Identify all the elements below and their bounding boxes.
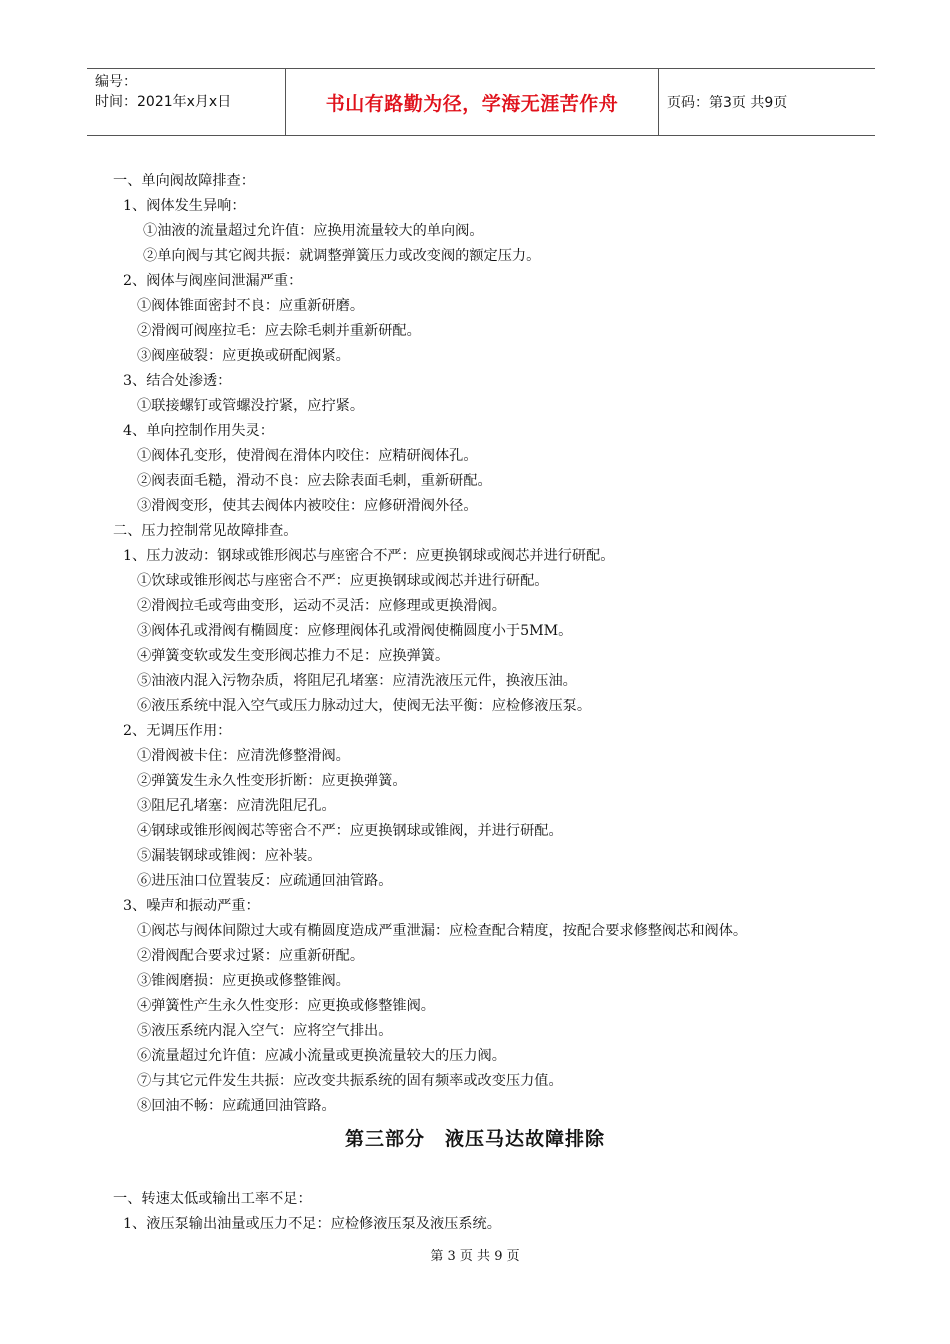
text-line: 一、转速太低或输出工率不足： xyxy=(113,1191,312,1207)
text-line: 2、无调压作用： xyxy=(123,723,232,739)
text-line: ①油液的流量超过允许值：应换用流量较大的单向阀。 xyxy=(143,223,484,239)
section3-body xyxy=(113,1187,873,1237)
header-page-label: 页码：第3页 共9页 xyxy=(667,95,788,111)
text-line: 1、液压泵输出油量或压力不足：应检修液压泵及液压系统。 xyxy=(123,1216,501,1232)
text-line: ②滑阀可阀座拉毛：应去除毛刺并重新研配。 xyxy=(137,323,421,339)
text-line: ⑧回油不畅：应疏通回油管路。 xyxy=(137,1098,336,1114)
text-line: ①滑阀被卡住：应清洗修整滑阀。 xyxy=(137,748,350,764)
text-line: ②弹簧发生永久性变形折断：应更换弹簧。 xyxy=(137,773,407,789)
text-line: 一、单向阀故障排查： xyxy=(113,173,255,189)
text-line: ③阀座破裂：应更换或研配阀紧。 xyxy=(137,348,350,364)
text-line: ②阀表面毛糙，滑动不良：应去除表面毛刺，重新研配。 xyxy=(137,473,492,489)
header-motto-cell xyxy=(286,69,659,135)
text-line: 1、阀体发生异响： xyxy=(123,198,246,214)
footer-page-number: 第 3 页 共 9 页 xyxy=(430,1249,520,1264)
text-line: ③滑阀变形，使其去阀体内被咬住：应修研滑阀外径。 xyxy=(137,498,478,514)
text-line: ②单向阀与其它阀共振：就调整弹簧压力或改变阀的额定压力。 xyxy=(143,248,541,264)
text-line: ⑥流量超过允许值：应减小流量或更换流量较大的压力阀。 xyxy=(137,1048,506,1064)
text-line: ①联接螺钉或管螺没拧紧，应拧紧。 xyxy=(137,398,365,414)
text-line: ⑥进压油口位置装反：应疏通回油管路。 xyxy=(137,873,393,889)
text-line: ①饮球或锥形阀芯与座密合不严：应更换钢球或阀芯并进行研配。 xyxy=(137,573,549,589)
header-page-cell xyxy=(659,69,875,135)
text-line: ⑤液压系统内混入空气：应将空气排出。 xyxy=(137,1023,393,1039)
text-line: ②滑阀拉毛或弯曲变形，运动不灵活：应修理或更换滑阀。 xyxy=(137,598,506,614)
text-line: ⑤油液内混入污物杂质，将阻尼孔堵塞：应清洗液压元件，换液压油。 xyxy=(137,673,577,689)
text-line: ④弹簧性产生永久性变形：应更换或修整锥阀。 xyxy=(137,998,435,1014)
text-line: 1、压力波动：钢球或锥形阀芯与座密合不严：应更换钢球或阀芯并进行研配。 xyxy=(123,548,615,564)
document-body xyxy=(113,169,873,1119)
text-line: ④弹簧变软或发生变形阀芯推力不足：应换弹簧。 xyxy=(137,648,450,664)
text-line: ③锥阀磨损：应更换或修整锥阀。 xyxy=(137,973,350,989)
page-footer xyxy=(0,1245,950,1264)
text-line: 3、噪声和振动严重： xyxy=(123,898,260,914)
text-line: ①阀芯与阀体间隙过大或有椭圆度造成严重泄漏：应检查配合精度，按配合要求修整阀芯和阀体。 xyxy=(137,923,748,939)
time-label: 时间：2021年x月x日 xyxy=(95,94,232,110)
text-line: 3、结合处渗透： xyxy=(123,373,232,389)
number-label: 编号： xyxy=(95,74,137,90)
text-line: 2、阀体与阀座间泄漏严重： xyxy=(123,273,303,289)
text-line: ①阀体孔变形，使滑阀在滑体内咬住：应精研阀体孔。 xyxy=(137,448,478,464)
page-header xyxy=(87,68,875,136)
text-line: ⑤漏装钢球或锥阀：应补装。 xyxy=(137,848,322,864)
text-line: ①阀体锥面密封不良：应重新研磨。 xyxy=(137,298,365,314)
header-meta xyxy=(87,69,286,135)
text-line: 二、压力控制常见故障排查。 xyxy=(113,523,298,539)
text-line: ⑦与其它元件发生共振：应改变共振系统的固有频率或改变压力值。 xyxy=(137,1073,563,1089)
header-motto: 书山有路勤为径，学海无涯苦作舟 xyxy=(325,92,619,115)
text-line: ③阻尼孔堵塞：应清洗阻尼孔。 xyxy=(137,798,336,814)
text-line: ③阀体孔或滑阀有椭圆度：应修理阀体孔或滑阀使椭圆度小于5MM。 xyxy=(137,623,573,639)
section-title: 第三部分 液压马达故障排除 xyxy=(344,1128,605,1150)
text-line: ⑥液压系统中混入空气或压力脉动过大，使阀无法平衡：应检修液压泵。 xyxy=(137,698,592,714)
text-line: ②滑阀配合要求过紧：应重新研配。 xyxy=(137,948,365,964)
text-line: ④钢球或锥形阀阀芯等密合不严：应更换钢球或锥阀，并进行研配。 xyxy=(137,823,563,839)
text-line: 4、单向控制作用失灵： xyxy=(123,423,274,439)
